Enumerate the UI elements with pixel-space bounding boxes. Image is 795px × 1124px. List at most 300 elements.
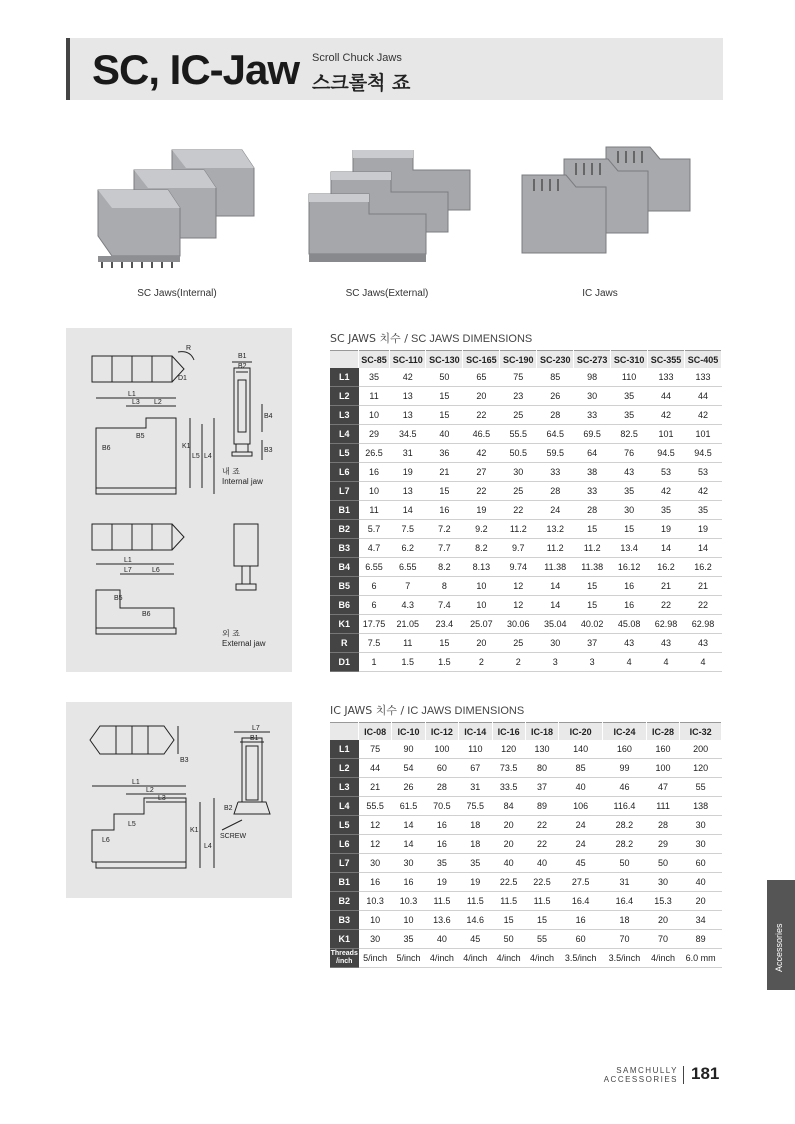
- ic-dimensions-table: [330, 722, 722, 968]
- ic-table-cell: 18: [459, 835, 492, 854]
- ic-table-cell: 61.5: [392, 797, 425, 816]
- sc-table-cell: 11: [390, 634, 426, 653]
- ic-table-cell: 160: [603, 740, 647, 759]
- ic-table-cell: 200: [680, 740, 722, 759]
- ic-table-cell: 73.5: [492, 759, 525, 778]
- sc-label-b1: B1: [238, 353, 247, 360]
- sc-table-cell: 21: [426, 463, 463, 482]
- ic-table-cell: 40: [525, 854, 558, 873]
- ic-table-cell: 14: [392, 816, 425, 835]
- ic-table-cell: 40: [559, 778, 603, 797]
- sc-table-cell: 69.5: [574, 425, 611, 444]
- external-jaw-en: External jaw: [222, 639, 266, 648]
- ic-table-cell: 6.0 mm: [680, 949, 722, 968]
- footer-brand: [592, 1066, 678, 1084]
- sc-table-cell: 4: [685, 653, 722, 672]
- ic-table-cell: 15: [525, 911, 558, 930]
- sc-table-row-label: D1: [330, 653, 359, 672]
- sc-table-cell: 40: [426, 425, 463, 444]
- sc-label-b2: B2: [238, 363, 247, 370]
- sc-table-cell: 11.2: [500, 520, 537, 539]
- sc-table-cell: 9.7: [500, 539, 537, 558]
- ic-table-cell: 16: [559, 911, 603, 930]
- ic-table-cell: 50: [603, 854, 647, 873]
- ic-table-cell: 20: [680, 892, 722, 911]
- sc-table-cell: 50.5: [500, 444, 537, 463]
- ic-table-cell: 37: [525, 778, 558, 797]
- ic-table-header-row: [330, 723, 722, 741]
- ic-table-cell: 45: [559, 854, 603, 873]
- sc-label-b5-ext: B5: [114, 595, 123, 602]
- sc-label-b6-ext: B6: [142, 611, 151, 618]
- sc-table-cell: 1: [359, 653, 390, 672]
- sc-table-cell: 2: [500, 653, 537, 672]
- ic-table-cell: 16: [359, 873, 392, 892]
- sc-table-row-label: L6: [330, 463, 359, 482]
- ic-table-column-header: IC-16: [492, 723, 525, 741]
- ic-table-cell: 116.4: [603, 797, 647, 816]
- sc-table-cell: 30: [574, 387, 611, 406]
- sc-table-column-header: SC-110: [390, 351, 426, 369]
- ic-table-cell: 16.4: [603, 892, 647, 911]
- ic-table-cell: 3.5/inch: [559, 949, 603, 968]
- sc-table-cell: 12: [500, 577, 537, 596]
- ic-table-cell: 34: [680, 911, 722, 930]
- ic-table-cell: 50: [646, 854, 679, 873]
- sc-table-cell: 25.07: [463, 615, 500, 634]
- ic-table-cell: 30: [680, 816, 722, 835]
- ic-table-title: [330, 702, 524, 718]
- ic-table-cell: 70.5: [425, 797, 458, 816]
- sc-table-cell: 16.2: [648, 558, 685, 577]
- sc-table-cell: 10: [359, 406, 390, 425]
- sc-table-row-label: L2: [330, 387, 359, 406]
- sc-table-cell: 21.05: [390, 615, 426, 634]
- ic-table-cell: 75: [359, 740, 392, 759]
- ic-table-row-label: L2: [330, 759, 359, 778]
- sc-table-cell: 16: [426, 501, 463, 520]
- ic-table-cell: 35: [425, 854, 458, 873]
- ic-table-cell: 130: [525, 740, 558, 759]
- ic-table-cell: 15: [492, 911, 525, 930]
- sc-table-cell: 15: [574, 520, 611, 539]
- sc-table-cell: 36: [426, 444, 463, 463]
- sc-table-cell: 55.5: [500, 425, 537, 444]
- sc-table-cell: 14: [685, 539, 722, 558]
- sc-table-cell: 42: [685, 406, 722, 425]
- sc-table-cell: 31: [390, 444, 426, 463]
- ic-table-column-header: IC-12: [425, 723, 458, 741]
- sc-table-cell: 10: [463, 596, 500, 615]
- ic-table-row: [330, 911, 722, 930]
- sc-table-cell: 30: [611, 501, 648, 520]
- sc-table-cell: 11: [359, 501, 390, 520]
- ic-table-cell: 90: [392, 740, 425, 759]
- sc-table-cell: 28: [537, 406, 574, 425]
- sc-table-column-header: SC-405: [685, 351, 722, 369]
- ic-table-corner-cell: [330, 723, 359, 741]
- ic-label-l7: L7: [252, 725, 260, 732]
- sc-table-row-label: L1: [330, 368, 359, 387]
- ic-table-cell: 10.3: [359, 892, 392, 911]
- footer-brand-line1: SAMCHULLY: [616, 1066, 678, 1075]
- ic-table-cell: 54: [392, 759, 425, 778]
- sc-table-cell: 76: [611, 444, 648, 463]
- ic-label-l2: L2: [146, 787, 154, 794]
- ic-table-cell: 55: [680, 778, 722, 797]
- ic-table-cell: 100: [425, 740, 458, 759]
- ic-table-column-header: IC-32: [680, 723, 722, 741]
- sc-table-cell: 65: [463, 368, 500, 387]
- sc-table-cell: 15: [611, 520, 648, 539]
- sc-table-cell: 22: [500, 501, 537, 520]
- sc-external-caption: SC Jaws(External): [345, 288, 429, 299]
- sc-table-cell: 94.5: [648, 444, 685, 463]
- sc-table-cell: 43: [611, 634, 648, 653]
- ic-table-cell: 10: [359, 911, 392, 930]
- sc-table-cell: 35: [359, 368, 390, 387]
- sc-table-cell: 16.2: [685, 558, 722, 577]
- ic-table-row: [330, 816, 722, 835]
- sc-table-row-label: R: [330, 634, 359, 653]
- ic-table-cell: 111: [646, 797, 679, 816]
- ic-table-row-label: B1: [330, 873, 359, 892]
- sc-table-cell: 35: [611, 387, 648, 406]
- ic-table-cell: 16.4: [559, 892, 603, 911]
- sc-table-row-label: L5: [330, 444, 359, 463]
- ic-table-cell: 16: [392, 873, 425, 892]
- ic-table-cell: 11.5: [492, 892, 525, 911]
- footer-brand-line2: ACCESSORIES: [603, 1075, 678, 1084]
- sc-table-cell: 2: [463, 653, 500, 672]
- sc-table-cell: 42: [463, 444, 500, 463]
- sc-table-cell: 13: [390, 482, 426, 501]
- sc-table-cell: 16: [611, 577, 648, 596]
- ic-table-cell: 89: [525, 797, 558, 816]
- sc-label-r: R: [186, 345, 192, 352]
- ic-table-cell: 12: [359, 816, 392, 835]
- sc-table-row: [330, 387, 722, 406]
- ic-label-l3: L3: [158, 795, 166, 802]
- sc-table-cell: 25: [500, 634, 537, 653]
- ic-table-row-label: L1: [330, 740, 359, 759]
- ic-table-row: [330, 778, 722, 797]
- sc-table-cell: 28: [537, 482, 574, 501]
- sc-table-row-label: B4: [330, 558, 359, 577]
- ic-table-cell: 24: [559, 835, 603, 854]
- sc-table-cell: 19: [390, 463, 426, 482]
- sc-table-cell: 94.5: [685, 444, 722, 463]
- sc-table-cell: 13: [390, 406, 426, 425]
- ic-table-cell: 29: [646, 835, 679, 854]
- sc-table-row-label: B3: [330, 539, 359, 558]
- sc-table-row-label: B2: [330, 520, 359, 539]
- sc-table-cell: 33: [574, 406, 611, 425]
- sc-table-cell: 30: [500, 463, 537, 482]
- sc-label-l2: L2: [154, 399, 162, 406]
- sc-label-b3: B3: [264, 447, 273, 454]
- ic-table-row-label: L7: [330, 854, 359, 873]
- sc-table-cell: 15: [426, 482, 463, 501]
- sc-table-row: [330, 539, 722, 558]
- ic-table-cell: 16: [425, 835, 458, 854]
- sc-table-row: [330, 596, 722, 615]
- sc-table-cell: 7.5: [390, 520, 426, 539]
- sc-table-cell: 15: [426, 406, 463, 425]
- sc-table-cell: 3: [574, 653, 611, 672]
- sc-table-cell: 11.38: [537, 558, 574, 577]
- ic-table-cell: 55: [525, 930, 558, 949]
- ic-table-column-header: IC-24: [603, 723, 647, 741]
- sc-table-cell: 26: [537, 387, 574, 406]
- ic-table-cell: 4/inch: [525, 949, 558, 968]
- sc-table-cell: 15: [574, 577, 611, 596]
- sc-table-cell: 133: [648, 368, 685, 387]
- page-header: [66, 38, 723, 100]
- sc-dimensions-table: [330, 350, 722, 672]
- page-title: SC, IC-Jaw: [92, 46, 300, 93]
- ic-table-title-ko: IC JAWS 치수 /: [330, 704, 405, 717]
- sc-table-cell: 4: [648, 653, 685, 672]
- sc-table-cell: 25: [500, 406, 537, 425]
- sc-table-row: [330, 520, 722, 539]
- ic-label-l5: L5: [128, 821, 136, 828]
- ic-table-cell: 24: [559, 816, 603, 835]
- sc-table-cell: 4.3: [390, 596, 426, 615]
- ic-table-row: [330, 949, 722, 968]
- sc-table-column-header: SC-230: [537, 351, 574, 369]
- sc-table-cell: 53: [648, 463, 685, 482]
- sc-table-cell: 7.7: [426, 539, 463, 558]
- sc-table-cell: 24: [537, 501, 574, 520]
- ic-table-row-label: B3: [330, 911, 359, 930]
- sc-table-column-header: SC-273: [574, 351, 611, 369]
- sc-table-cell: 37: [574, 634, 611, 653]
- sc-table-row-label: B5: [330, 577, 359, 596]
- sc-table-row: [330, 501, 722, 520]
- sc-table-cell: 20: [463, 634, 500, 653]
- ic-table-row-label: L3: [330, 778, 359, 797]
- ic-table-cell: 140: [559, 740, 603, 759]
- ic-table-cell: 110: [459, 740, 492, 759]
- ic-table-cell: 55.5: [359, 797, 392, 816]
- sc-table-cell: 22: [648, 596, 685, 615]
- sc-table-cell: 8: [426, 577, 463, 596]
- ic-label-b3: B3: [180, 757, 189, 764]
- ic-table-cell: 16: [425, 816, 458, 835]
- ic-table-cell: 60: [559, 930, 603, 949]
- sc-table-cell: 20: [463, 387, 500, 406]
- sc-internal-caption: SC Jaws(Internal): [137, 288, 217, 299]
- ic-table-row-label: K1: [330, 930, 359, 949]
- ic-table-cell: 35: [392, 930, 425, 949]
- ic-table-cell: 70: [646, 930, 679, 949]
- sc-label-b6: B6: [102, 445, 111, 452]
- sc-table-row: [330, 634, 722, 653]
- ic-table-cell: 138: [680, 797, 722, 816]
- sc-table-cell: 21: [648, 577, 685, 596]
- sc-table-cell: 35: [685, 501, 722, 520]
- ic-table-cell: 4/inch: [425, 949, 458, 968]
- ic-table-cell: 40: [680, 873, 722, 892]
- ic-table-cell: 120: [680, 759, 722, 778]
- ic-table-cell: 70: [603, 930, 647, 949]
- ic-table-cell: 5/inch: [392, 949, 425, 968]
- ic-table-cell: 13.6: [425, 911, 458, 930]
- ic-table-column-header: IC-08: [359, 723, 392, 741]
- ic-table-cell: 31: [459, 778, 492, 797]
- ic-table-cell: 120: [492, 740, 525, 759]
- footer-divider: [683, 1066, 684, 1084]
- sc-table-column-header: SC-165: [463, 351, 500, 369]
- sc-table-cell: 6: [359, 577, 390, 596]
- sc-table-row-label: L4: [330, 425, 359, 444]
- sc-table-cell: 4.7: [359, 539, 390, 558]
- ic-label-k1: K1: [190, 827, 199, 834]
- sc-table-cell: 22: [685, 596, 722, 615]
- ic-table-row: [330, 873, 722, 892]
- ic-table-cell: 28: [646, 816, 679, 835]
- sc-table-row-label: L3: [330, 406, 359, 425]
- ic-table-cell: 160: [646, 740, 679, 759]
- sc-table-title-ko: SC JAWS 치수 /: [330, 332, 408, 345]
- sc-table-cell: 6.55: [390, 558, 426, 577]
- sc-table-cell: 10: [359, 482, 390, 501]
- sc-table-row: [330, 482, 722, 501]
- ic-table-column-header: IC-28: [646, 723, 679, 741]
- sc-table-cell: 45.08: [611, 615, 648, 634]
- sc-table-cell: 28: [574, 501, 611, 520]
- sc-table-cell: 14: [648, 539, 685, 558]
- ic-table-column-header: IC-18: [525, 723, 558, 741]
- ic-table-cell: 28: [425, 778, 458, 797]
- ic-table-cell: 30: [359, 854, 392, 873]
- sc-table-cell: 40.02: [574, 615, 611, 634]
- sc-table-row-label: B1: [330, 501, 359, 520]
- ic-table-cell: 20: [646, 911, 679, 930]
- ic-table-cell: 10: [392, 911, 425, 930]
- ic-table-column-header: IC-14: [459, 723, 492, 741]
- ic-table-row-label: L6: [330, 835, 359, 854]
- sc-table-cell: 10: [463, 577, 500, 596]
- ic-table-row-label: L5: [330, 816, 359, 835]
- sc-external-jaws-photo: [305, 150, 475, 270]
- ic-jaws-caption: IC Jaws: [582, 288, 618, 299]
- ic-table-cell: 4/inch: [492, 949, 525, 968]
- ic-table-cell: 40: [425, 930, 458, 949]
- sc-table-cell: 6.2: [390, 539, 426, 558]
- ic-table-cell: 100: [646, 759, 679, 778]
- sc-table-cell: 6: [359, 596, 390, 615]
- section-side-tab-label: Accessories: [774, 923, 784, 972]
- internal-jaw-en: Internal jaw: [222, 477, 263, 486]
- sc-table-cell: 101: [685, 425, 722, 444]
- sc-table-row: [330, 653, 722, 672]
- sc-table-cell: 15: [574, 596, 611, 615]
- sc-table-corner-cell: [330, 351, 359, 369]
- ic-table-cell: 14.6: [459, 911, 492, 930]
- sc-label-l4: L4: [204, 453, 212, 460]
- ic-table-cell: 46: [603, 778, 647, 797]
- sc-table-cell: 16: [611, 596, 648, 615]
- ic-table-row-label: B2: [330, 892, 359, 911]
- sc-table-cell: 8.2: [463, 539, 500, 558]
- ic-table-cell: 99: [603, 759, 647, 778]
- external-jaw-ko: 외 죠: [222, 629, 240, 638]
- sc-table-column-header: SC-130: [426, 351, 463, 369]
- sc-table-cell: 59.5: [537, 444, 574, 463]
- ic-table-cell: 50: [492, 930, 525, 949]
- section-side-tab[interactable]: [767, 880, 795, 990]
- sc-label-l3: L3: [132, 399, 140, 406]
- sc-table-row: [330, 368, 722, 387]
- ic-table-cell: 45: [459, 930, 492, 949]
- sc-table-cell: 98: [574, 368, 611, 387]
- ic-table-row: [330, 797, 722, 816]
- sc-table-cell: 82.5: [611, 425, 648, 444]
- sc-table-cell: 62.98: [648, 615, 685, 634]
- sc-table-cell: 23: [500, 387, 537, 406]
- ic-table-cell: 28.2: [603, 835, 647, 854]
- sc-table-column-header: SC-310: [611, 351, 648, 369]
- ic-table-cell: 14: [392, 835, 425, 854]
- sc-table-cell: 7.2: [426, 520, 463, 539]
- ic-table-cell: 30: [646, 873, 679, 892]
- ic-table-cell: 19: [425, 873, 458, 892]
- ic-table-cell: 22.5: [525, 873, 558, 892]
- sc-table-cell: 26.5: [359, 444, 390, 463]
- sc-table-cell: 8.2: [426, 558, 463, 577]
- ic-table-cell: 20: [492, 816, 525, 835]
- ic-label-b2: B2: [224, 805, 233, 812]
- sc-table-cell: 19: [648, 520, 685, 539]
- ic-table-row: [330, 930, 722, 949]
- ic-table-cell: 22.5: [492, 873, 525, 892]
- sc-table-row: [330, 425, 722, 444]
- ic-table-cell: 4/inch: [459, 949, 492, 968]
- ic-table-cell: 67: [459, 759, 492, 778]
- sc-table-cell: 14: [390, 501, 426, 520]
- sc-table-row: [330, 444, 722, 463]
- ic-jaws-photo: [520, 145, 695, 270]
- sc-table-cell: 14: [537, 596, 574, 615]
- ic-table-cell: 27.5: [559, 873, 603, 892]
- sc-table-cell: 4: [611, 653, 648, 672]
- ic-label-screw: SCREW: [220, 833, 247, 840]
- ic-table-cell: 60: [680, 854, 722, 873]
- ic-table-cell: 44: [359, 759, 392, 778]
- sc-table-cell: 133: [685, 368, 722, 387]
- sc-table-cell: 30: [537, 634, 574, 653]
- ic-table-cell: 10.3: [392, 892, 425, 911]
- ic-table-cell: 89: [680, 930, 722, 949]
- sc-table-cell: 43: [648, 634, 685, 653]
- sc-table-cell: 16.12: [611, 558, 648, 577]
- sc-table-row-label: L7: [330, 482, 359, 501]
- sc-technical-drawing: [66, 328, 292, 672]
- sc-table-cell: 25: [500, 482, 537, 501]
- sc-table-header-row: [330, 351, 722, 369]
- ic-table-row: [330, 740, 722, 759]
- sc-table-cell: 35: [611, 482, 648, 501]
- ic-label-l4: L4: [204, 843, 212, 850]
- sc-table-cell: 14: [537, 577, 574, 596]
- sc-table-cell: 16: [359, 463, 390, 482]
- sc-table-cell: 43: [685, 634, 722, 653]
- sc-table-cell: 64: [574, 444, 611, 463]
- sc-table-cell: 22: [463, 482, 500, 501]
- ic-table-cell: 80: [525, 759, 558, 778]
